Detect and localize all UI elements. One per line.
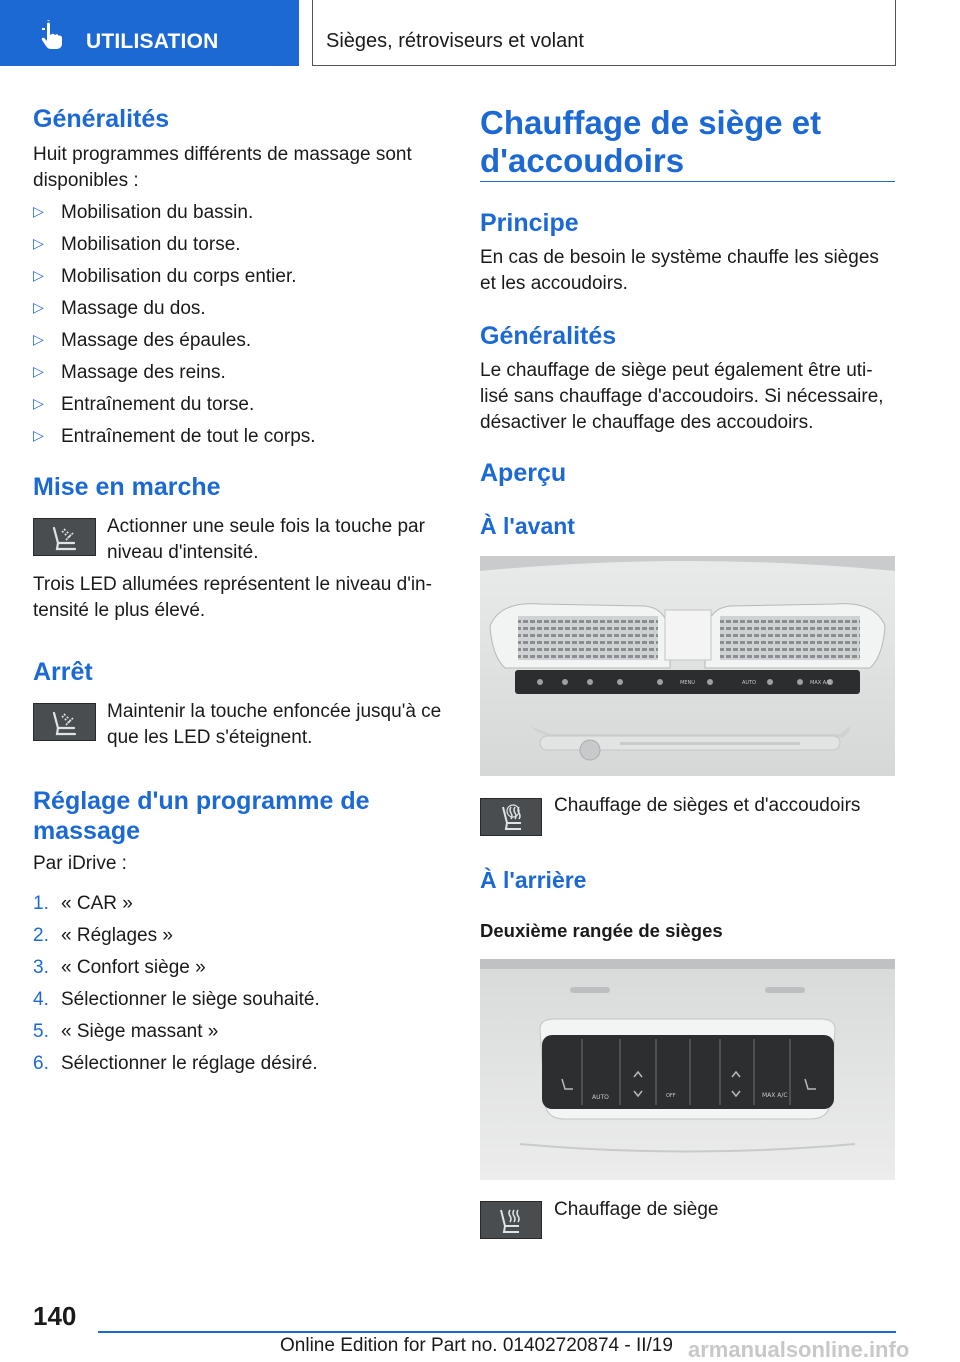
list-item: ▷ Mobilisation du torse. (33, 230, 241, 258)
heading-generalites-right: Généralités (480, 322, 617, 350)
massage-key-icon (33, 703, 96, 741)
hand-pointer-icon (36, 20, 68, 52)
heading-generalites: Généralités (33, 105, 170, 133)
front-console-photo (480, 556, 895, 776)
avant-caption: Chauffage de sièges et d'accoudoirs (554, 795, 861, 816)
list-item: 5. « Siège massant » (33, 1021, 219, 1042)
generalites-intro: Huit programmes différents de massage sont disponibles : (33, 144, 412, 191)
heading-chauffage: Chauffage de siège et d'accoudoirs (480, 104, 822, 179)
reglage-intro: Par iDrive : (33, 853, 127, 874)
list-item: 6. Sélectionner le réglage désiré. (33, 1053, 318, 1074)
triangle-bullet-icon: ▷ (33, 331, 44, 347)
list-item: ▷ Massage des épaules. (33, 326, 251, 354)
heading-principe: Principe (480, 209, 579, 237)
triangle-bullet-icon: ▷ (33, 363, 44, 379)
heading-reglage: Réglage d'un programme de massage (33, 787, 370, 845)
heading-arriere: À l'arrière (480, 867, 587, 893)
front-panel-label-max-ac: MAX A/C (810, 680, 832, 686)
triangle-bullet-icon: ▷ (33, 427, 44, 443)
rear-panel-label-auto: AUTO (592, 1094, 609, 1101)
mise-text: Trois LED allumées représentent le niveau d'intensité le plus élevé. (33, 574, 432, 621)
heading-deuxieme-rangee: Deuxième rangée de sièges (480, 920, 723, 941)
seat-armrest-heating-key-icon (480, 798, 542, 836)
heading-underline (480, 181, 895, 182)
list-item: ▷ Mobilisation du corps entier. (33, 262, 297, 290)
arret-key-text: Maintenir la touche enfoncée jusqu'à ce que les LED s'éteignent. (107, 701, 442, 748)
principe-text: En cas de besoin le système chauffe les sièges et les accoudoirs. (480, 247, 879, 294)
list-item: 2. « Réglages » (33, 925, 173, 946)
seat-heating-key-icon (480, 1201, 542, 1239)
watermark-text: armanualsonline.info (688, 1337, 910, 1362)
section-tab (0, 0, 299, 66)
front-panel-label-menu: MENU (680, 680, 695, 686)
mise-key-text: Actionner une seule fois la touche par niveau d'intensité. (107, 516, 425, 563)
list-item: ▷ Massage des reins. (33, 358, 226, 386)
rear-panel-label-off: OFF (666, 1093, 676, 1099)
heading-apercu: Aperçu (480, 459, 567, 487)
list-item: 4. Sélectionner le siège souhaité. (33, 989, 320, 1010)
rear-panel-label-max-ac: MAX A/C (762, 1092, 788, 1099)
list-item: ▷ Mobilisation du bassin. (33, 198, 253, 226)
triangle-bullet-icon: ▷ (33, 203, 44, 219)
heading-mise-en-marche: Mise en marche (33, 473, 221, 501)
triangle-bullet-icon: ▷ (33, 235, 44, 251)
triangle-bullet-icon: ▷ (33, 299, 44, 315)
footer-rule (98, 1331, 896, 1333)
list-item: ▷ Entraînement du torse. (33, 390, 254, 418)
page-number: 140 (33, 1301, 77, 1331)
list-item: ▷ Entraînement de tout le corps. (33, 422, 316, 450)
triangle-bullet-icon: ▷ (33, 267, 44, 283)
triangle-bullet-icon: ▷ (33, 395, 44, 411)
heading-arret: Arrêt (33, 658, 93, 686)
front-panel-label-auto: AUTO (742, 680, 757, 686)
heading-avant: À l'avant (480, 513, 575, 539)
edition-text: Online Edition for Part no. 01402720874 - II/19 (280, 1335, 673, 1356)
arriere-caption: Chauffage de siège (554, 1199, 719, 1220)
list-item: 1. « CAR » (33, 893, 133, 914)
list-item: 3. « Confort siège » (33, 957, 206, 978)
section-title: UTILISATION (86, 30, 219, 53)
chapter-title: Sièges, rétroviseurs et volant (326, 30, 584, 52)
list-item: ▷ Massage du dos. (33, 294, 206, 322)
generalites-text: Le chauffage de siège peut également être utilisé sans chauffage d'accoudoirs. Si nécessaire, désactiver le chauffage des accoudoirs. (480, 360, 884, 433)
massage-key-icon (33, 518, 96, 556)
rear-console-photo (480, 959, 895, 1180)
